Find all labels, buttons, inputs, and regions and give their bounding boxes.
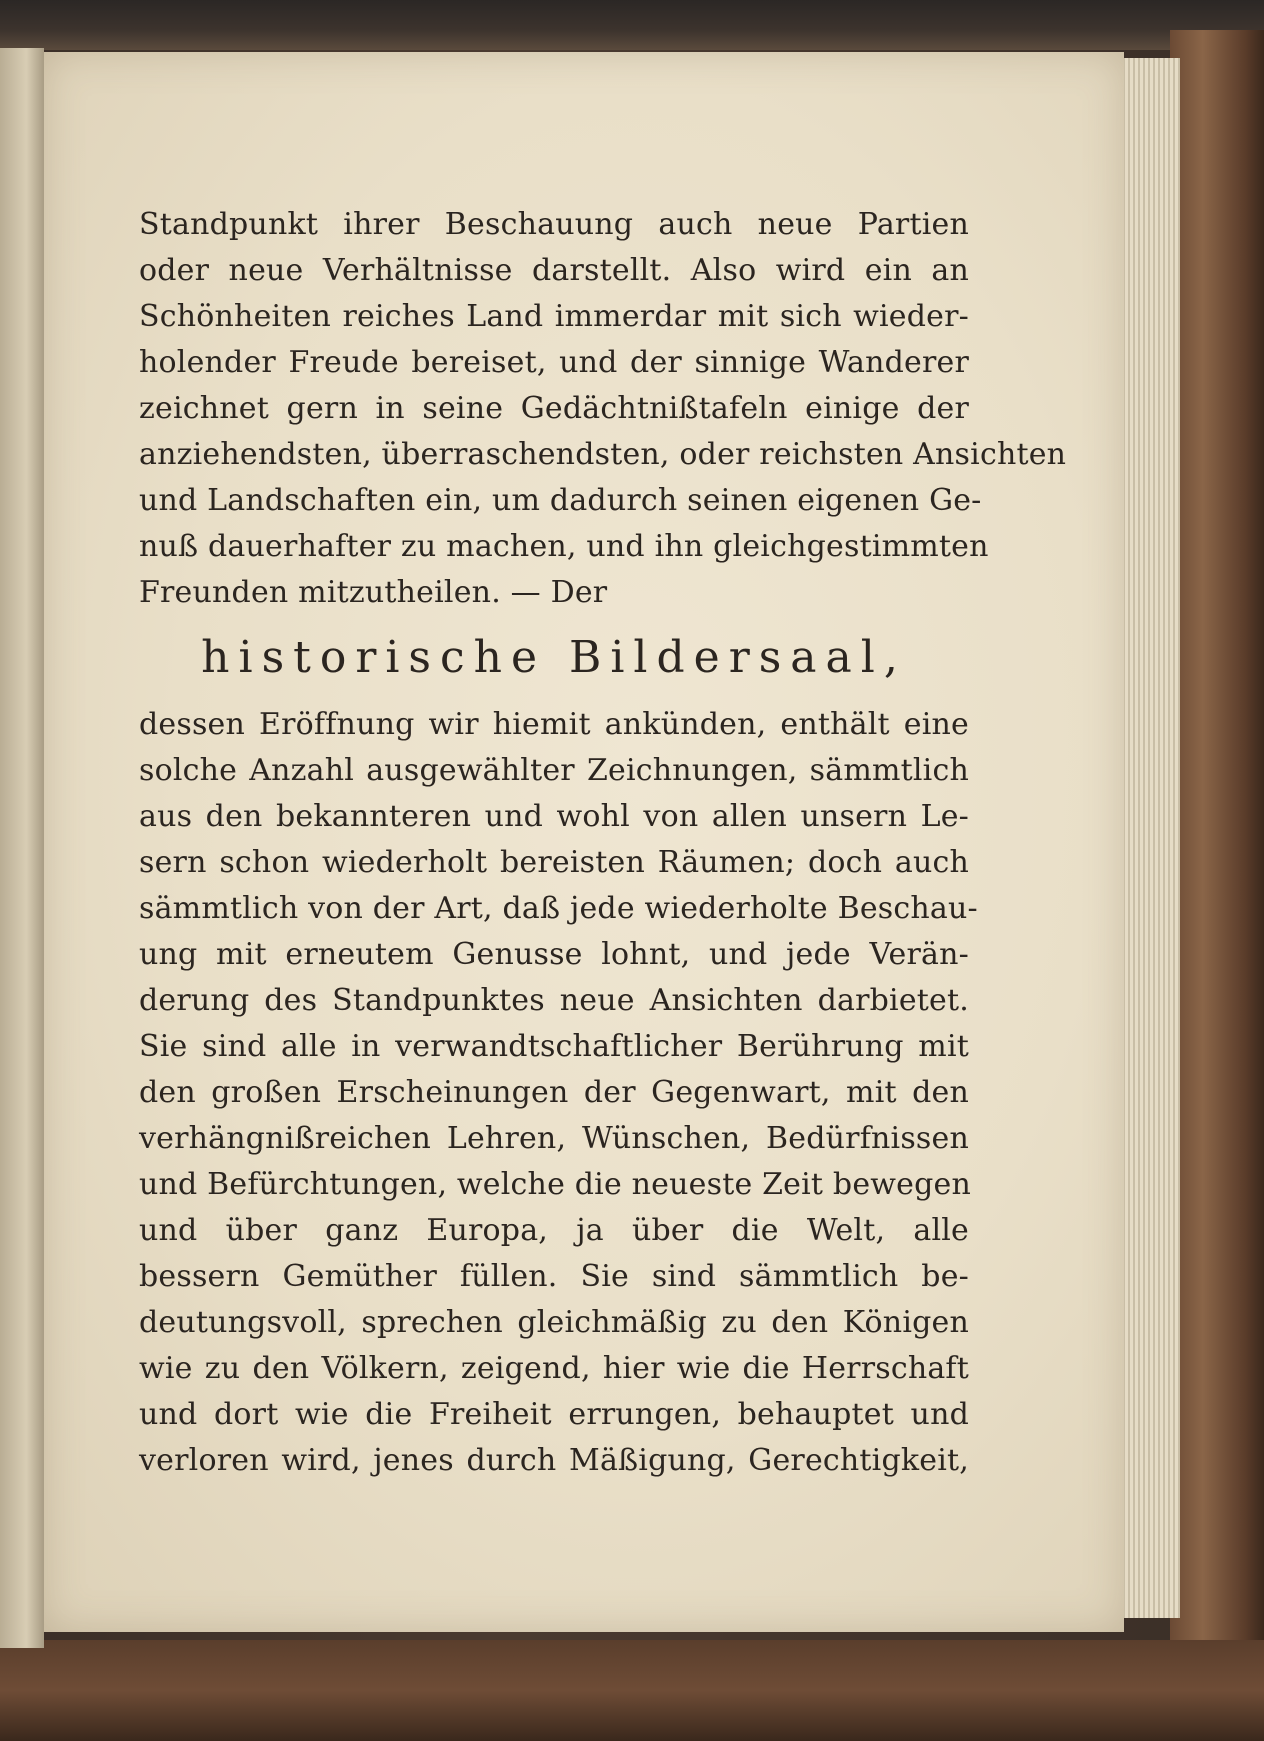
text-line: und Landschaften ein, um dadurch seinen eigenen Ge- bbox=[139, 483, 982, 518]
facing-page-edge bbox=[0, 48, 44, 1648]
text-line: verloren wird, jenes durch Mäßigung, Gerechtigkeit, bbox=[139, 1443, 969, 1478]
text-line: Freunden mitzutheilen. — Der bbox=[139, 575, 608, 610]
text-line: aus den bekannteren und wohl von allen unsern Le- bbox=[139, 799, 969, 834]
text-line: anziehendsten, überraschendsten, oder reichsten Ansichten bbox=[139, 437, 1067, 472]
text-line: und Befürchtungen, welche die neueste Zeit bewegen bbox=[139, 1167, 971, 1202]
text-line: und dort wie die Freiheit errungen, behauptet und bbox=[139, 1397, 969, 1432]
book-page bbox=[44, 52, 1124, 1632]
book-cover-right bbox=[1170, 30, 1264, 1741]
text-line: ung mit erneutem Genusse lohnt, und jede Verän- bbox=[139, 937, 969, 972]
text-line: zeichnet gern in seine Gedächtnißtafeln einige der bbox=[139, 391, 969, 426]
text-line: den großen Erscheinungen der Gegenwart, mit den bbox=[139, 1075, 969, 1110]
text-line: sern schon wiederholt bereisten Räumen; doch auch bbox=[139, 845, 969, 880]
text-line: deutungsvoll, sprechen gleichmäßig zu den Königen bbox=[139, 1305, 969, 1340]
text-line: derung des Standpunktes neue Ansichten darbietet. bbox=[139, 983, 969, 1018]
text-line: Schönheiten reiches Land immerdar mit sich wieder- bbox=[139, 299, 969, 334]
text-line: sämmtlich von der Art, daß jede wiederholte Beschau- bbox=[139, 891, 978, 926]
text-line: Standpunkt ihrer Beschauung auch neue Partien bbox=[139, 207, 969, 242]
text-line: wie zu den Völkern, zeigend, hier wie die Herrschaft bbox=[139, 1351, 969, 1386]
text-line: dessen Eröffnung wir hiemit ankünden, enthält eine bbox=[139, 707, 969, 742]
page-text bbox=[139, 202, 1067, 1484]
section-heading: historische Bildersaal, bbox=[201, 632, 907, 683]
text-line: und über ganz Europa, ja über die Welt, alle bbox=[139, 1213, 969, 1248]
book-binding-top bbox=[0, 0, 1264, 50]
text-line: nuß dauerhafter zu machen, und ihn gleichgestimmten bbox=[139, 529, 989, 564]
text-line: verhängnißreichen Lehren, Wünschen, Bedürfnissen bbox=[139, 1121, 969, 1156]
text-line: oder neue Verhältnisse darstellt. Also wird ein an bbox=[139, 253, 969, 288]
book-cover-bottom bbox=[0, 1640, 1264, 1741]
text-line: Sie sind alle in verwandtschaftlicher Berührung mit bbox=[139, 1029, 969, 1064]
text-line: holender Freude bereiset, und der sinnige Wanderer bbox=[139, 345, 969, 380]
text-line: solche Anzahl ausgewählter Zeichnungen, sämmtlich bbox=[139, 753, 969, 788]
text-line: bessern Gemüther füllen. Sie sind sämmtlich be- bbox=[139, 1259, 969, 1294]
